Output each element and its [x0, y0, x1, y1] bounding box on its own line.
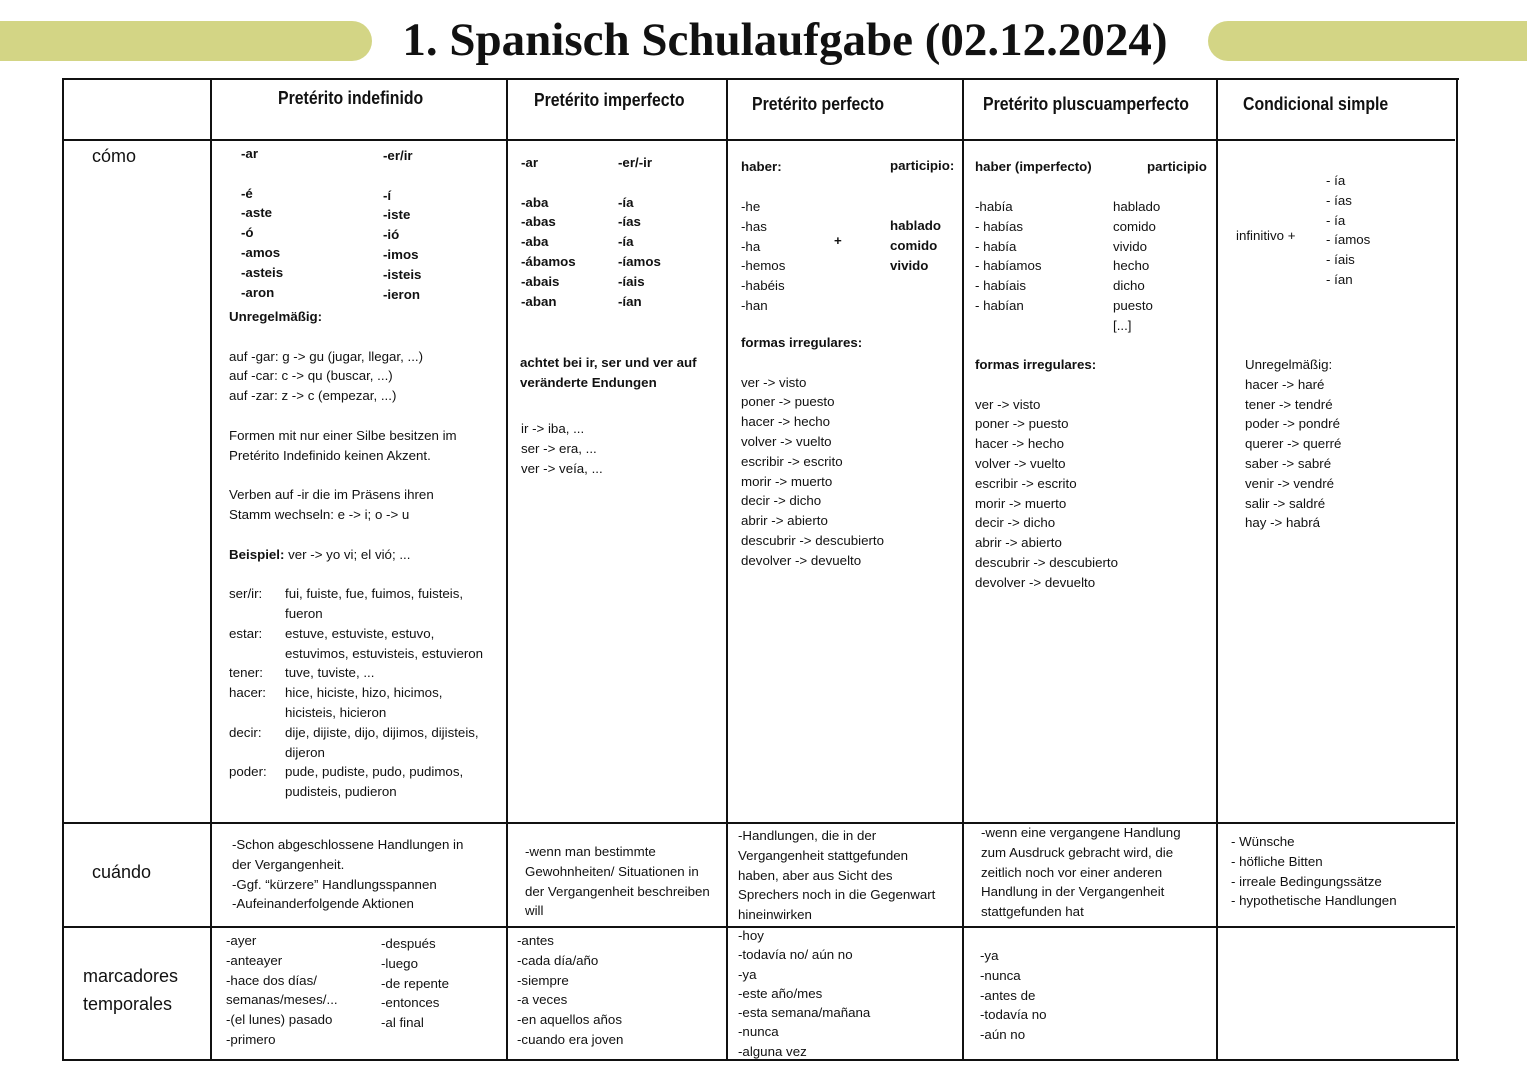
- text-line: [1147, 157, 1207, 177]
- text-line: dicho: [1113, 278, 1145, 294]
- text-line: [741, 353, 884, 373]
- text-line: [229, 782, 483, 802]
- text-line: -é: [241, 185, 253, 201]
- text-line: -han: [741, 297, 768, 313]
- line-text: dije, dijiste, dijo, dijimos, dijisteis,: [285, 724, 479, 740]
- text-line: - habíais: [975, 278, 1026, 294]
- text-line: der Vergangenheit.: [232, 856, 345, 872]
- text-line: vivido: [1113, 238, 1147, 254]
- text-line: [229, 723, 483, 743]
- text-line: hacer -> hecho: [975, 436, 1065, 452]
- text-line: -aron: [241, 284, 275, 300]
- pluscuamperfecto-participio-label: [1147, 157, 1207, 177]
- text-line: poder -> pondré: [1245, 416, 1340, 432]
- text-line: -ías: [618, 214, 641, 230]
- line-text: estuve, estuviste, estuvo,: [285, 625, 435, 641]
- text-line: -habéis: [741, 278, 785, 294]
- text-line: Pretérito Indefinido keinen Akzent.: [229, 447, 431, 463]
- text-line: Unregelmäßig:: [1245, 357, 1333, 372]
- header-condicional-simple: Condicional simple: [1243, 94, 1389, 114]
- decorative-bar-right: [1208, 21, 1527, 61]
- perfecto-irregular-forms: [741, 333, 884, 571]
- text-line: auf -car: c -> qu (buscar, ...): [229, 368, 393, 384]
- text-line: - íamos: [1326, 232, 1371, 248]
- text-line: stattgefunden hat: [981, 904, 1084, 920]
- text-line: - habían: [975, 297, 1024, 313]
- cuando-condicional: [1231, 832, 1397, 911]
- text-line: -asteis: [241, 264, 284, 280]
- pluscuamperfecto-participles: [1113, 197, 1160, 336]
- text-line: [229, 564, 483, 584]
- text-line: -ían: [618, 293, 642, 309]
- text-line: -amos: [241, 244, 281, 260]
- line-label: ser/ir:: [229, 586, 263, 602]
- line-text: haber (imperfecto): [975, 159, 1092, 174]
- text-line: escribir -> escrito: [741, 453, 843, 469]
- imperfecto-note: [520, 353, 697, 393]
- plus-sign: [834, 231, 842, 251]
- text-line: [975, 355, 1118, 375]
- text-line: - habías: [975, 218, 1024, 234]
- marcadores-indefinido-col2: [381, 934, 449, 1033]
- perfecto-haber-label: [741, 157, 782, 177]
- text-line: Formen mit nur einer Silbe besitzen im: [229, 427, 457, 443]
- text-line: -has: [741, 218, 767, 234]
- text-line: [229, 465, 483, 485]
- text-line: Stamm wechseln: e -> i; o -> u: [229, 506, 410, 522]
- decorative-bar-left: [0, 21, 372, 61]
- row-label-cuando: cuándo: [92, 862, 152, 882]
- text-line: [229, 307, 483, 327]
- text-line: - habíamos: [975, 258, 1042, 274]
- text-line: der Vergangenheit beschreiben: [525, 883, 710, 899]
- cuando-imperfecto: [525, 842, 710, 921]
- text-line: [229, 584, 483, 604]
- text-line: -de repente: [381, 975, 450, 991]
- text-line: querer -> querré: [1245, 436, 1342, 452]
- text-line: -luego: [381, 955, 418, 971]
- text-line: -Handlungen, die in der: [738, 828, 877, 843]
- text-line: -hoy: [738, 928, 764, 943]
- indefinido-ar-endings: [241, 144, 283, 302]
- text-line: hablado: [890, 218, 941, 233]
- text-line: descubrir -> descubierto: [741, 532, 885, 548]
- text-line: haben, aber aus Sicht des: [738, 867, 893, 883]
- text-line: devolver -> devuelto: [975, 574, 1096, 590]
- text-line: -ya: [738, 966, 757, 982]
- text-line: -aste: [241, 205, 273, 221]
- text-line: -ya: [980, 948, 999, 963]
- text-line: - ían: [1326, 271, 1353, 287]
- text-line: ir -> iba, ...: [521, 421, 585, 436]
- text-line: [...]: [1113, 317, 1132, 333]
- condicional-infinitivo: [1236, 226, 1296, 246]
- text-line: -hace dos días/: [226, 972, 317, 988]
- pluscuamperfecto-haber-label: [975, 157, 1092, 177]
- text-line: -iste: [383, 207, 411, 223]
- text-line: [229, 683, 483, 703]
- marcadores-indefinido-col1: [226, 931, 338, 1050]
- text-line: [241, 164, 283, 184]
- text-line: [229, 644, 483, 664]
- text-line: -siempre: [517, 972, 569, 988]
- text-line: -Schon abgeschlossene Handlungen in: [232, 837, 464, 852]
- text-line: vivido: [890, 257, 929, 273]
- cuando-pluscuamperfecto: [981, 823, 1181, 922]
- text-line: salir -> saldré: [1245, 495, 1326, 511]
- text-line: [975, 157, 1092, 177]
- text-line: - hypothetische Handlungen: [1231, 893, 1397, 909]
- text-line: -aba: [521, 194, 549, 210]
- line-text: Unregelmäßig:: [229, 309, 323, 324]
- text-line: -wenn eine vergangene Handlung: [981, 825, 1181, 840]
- line-text: participio: [1147, 159, 1207, 174]
- line-label: estar:: [229, 625, 263, 641]
- text-line: hacer -> hecho: [741, 414, 831, 430]
- text-line: -abas: [521, 214, 556, 230]
- text-line: comido: [890, 237, 938, 253]
- text-line: -hemos: [741, 258, 786, 274]
- text-line: [229, 327, 483, 347]
- condicional-irregular: [1245, 355, 1341, 533]
- text-line: [229, 406, 483, 426]
- text-line: [521, 173, 576, 193]
- text-line: -Ggf. “kürzere” Handlungsspannen: [232, 876, 437, 892]
- header-preterito-imperfecto: Pretérito imperfecto: [534, 90, 685, 110]
- text-line: -antes: [517, 933, 554, 948]
- text-line: - ía: [1326, 212, 1346, 228]
- text-line: -ábamos: [521, 253, 576, 269]
- marcadores-imperfecto: [517, 931, 623, 1050]
- text-line: comido: [1113, 218, 1156, 234]
- text-line: abrir -> abierto: [975, 535, 1062, 551]
- line-text: hice, hiciste, hizo, hicimos,: [285, 685, 443, 701]
- header-preterito-perfecto: Pretérito perfecto: [752, 94, 885, 114]
- line-text: fui, fuiste, fue, fuimos, fuisteis,: [285, 586, 464, 602]
- text-line: devolver -> devuelto: [741, 552, 862, 568]
- text-line: -alguna vez: [738, 1043, 807, 1059]
- text-line: -aban: [521, 293, 557, 309]
- text-line: -al final: [381, 1015, 424, 1031]
- text-line: -abais: [521, 273, 560, 289]
- text-line: zeitlich noch vor einer anderen: [981, 864, 1163, 880]
- text-line: morir -> muerto: [975, 495, 1067, 511]
- line-text: achtet bei ir, ser und ver auf: [520, 355, 697, 370]
- text-line: semanas/meses/...: [226, 992, 338, 1008]
- text-line: auf -zar: z -> c (empezar, ...): [229, 388, 397, 404]
- text-line: -he: [741, 199, 761, 214]
- pluscuamperfecto-haber-forms: [975, 197, 1042, 316]
- line-text: formas irregulares:: [741, 335, 863, 350]
- text-line: decir -> dicho: [741, 493, 822, 509]
- text-line: -aba: [521, 234, 549, 250]
- text-line: +: [834, 233, 842, 248]
- text-line: [975, 375, 1118, 395]
- perfecto-haber-forms: [741, 197, 785, 316]
- text-line: Vergangenheit stattgefunden: [738, 847, 909, 863]
- text-line: -ha: [741, 238, 761, 254]
- perfecto-participles: [890, 216, 941, 275]
- text-line: -imos: [383, 246, 419, 262]
- line-text: hicisteis, hicieron: [285, 704, 387, 720]
- text-line: [741, 333, 884, 353]
- text-line: [890, 156, 954, 176]
- marcadores-pluscuamperfecto: [980, 946, 1047, 1045]
- text-line: -ió: [383, 227, 400, 243]
- text-line: hablado: [1113, 199, 1161, 214]
- text-line: - Wünsche: [1231, 834, 1295, 849]
- text-line: -ieron: [383, 286, 420, 302]
- text-line: [520, 373, 697, 393]
- text-line: [520, 353, 697, 373]
- text-line: Handlung in der Vergangenheit: [981, 884, 1165, 900]
- text-line: [229, 762, 483, 782]
- line-text: veränderte Endungen: [520, 374, 657, 390]
- text-line: [229, 545, 483, 565]
- text-line: -había: [975, 199, 1013, 214]
- text-line: ver -> veía, ...: [521, 460, 603, 476]
- text-line: [229, 703, 483, 723]
- perfecto-participio-label: [890, 156, 954, 176]
- text-line: - ía: [1326, 173, 1346, 188]
- header-preterito-indefinido: Pretérito indefinido: [278, 88, 424, 108]
- text-line: hay -> habrá: [1245, 515, 1321, 531]
- text-line: -entonces: [381, 995, 440, 1011]
- page-title: 1. Spanisch Schulaufgabe (02.12.2024): [402, 14, 1168, 66]
- text-line: [229, 743, 483, 763]
- text-line: Verben auf -ir die im Präsens ihren: [229, 487, 434, 503]
- text-line: volver -> vuelto: [741, 433, 832, 449]
- text-line: infinitivo +: [1236, 228, 1296, 243]
- text-line: -nunca: [738, 1024, 779, 1040]
- line-text: pudisteis, pudieron: [285, 784, 397, 800]
- text-line: auf -gar: g -> gu (jugar, llegar, ...): [229, 348, 424, 364]
- indefinido-notes: [229, 307, 483, 802]
- text-line: -ía: [618, 234, 634, 250]
- line-text: tuve, tuviste, ...: [285, 665, 375, 681]
- row-label-temporales: temporales: [83, 994, 173, 1014]
- text-line: -er/ir: [383, 148, 413, 163]
- text-line: [229, 663, 483, 683]
- text-line: -ó: [241, 225, 254, 241]
- text-line: poner -> puesto: [975, 416, 1069, 432]
- text-line: Sprechers noch in die Gegenwart: [738, 887, 936, 903]
- text-line: puesto: [1113, 297, 1153, 313]
- line-label: poder:: [229, 764, 267, 780]
- line-text: Beispiel:: [229, 546, 285, 562]
- text-line: venir -> vendré: [1245, 475, 1335, 491]
- text-line: haber:: [741, 159, 782, 174]
- text-line: - había: [975, 238, 1017, 254]
- text-line: -aún no: [980, 1027, 1026, 1043]
- header-preterito-pluscuamperfecto: Pretérito pluscuamperfecto: [983, 94, 1189, 114]
- text-line: decir -> dicho: [975, 515, 1056, 531]
- text-line: morir -> muerto: [741, 473, 833, 489]
- imperfecto-irregular: [521, 419, 603, 478]
- text-line: -íais: [618, 273, 645, 289]
- text-line: -ar: [241, 146, 258, 161]
- text-line: will: [525, 903, 544, 919]
- text-line: tener -> tendré: [1245, 396, 1333, 412]
- line-text: estuvimos, estuvisteis, estuvieron: [285, 645, 484, 661]
- text-line: poner -> puesto: [741, 394, 835, 410]
- text-line: - höfliche Bitten: [1231, 853, 1323, 869]
- text-line: -er/-ir: [618, 155, 652, 170]
- text-line: [618, 173, 661, 193]
- text-line: ver -> visto: [975, 396, 1041, 412]
- line-text: participio:: [890, 158, 955, 173]
- text-line: -isteis: [383, 266, 422, 282]
- text-line: [383, 166, 421, 186]
- text-line: -nunca: [980, 967, 1021, 983]
- text-line: -este año/mes: [738, 985, 823, 1001]
- marcadores-perfecto: [738, 926, 870, 1061]
- text-line: ver -> visto: [741, 374, 807, 390]
- imperfecto-er-ir-endings: [618, 153, 661, 311]
- pluscuamperfecto-irregular-forms: [975, 355, 1118, 593]
- text-line: -en aquellos años: [517, 1012, 622, 1028]
- text-line: - íais: [1326, 252, 1355, 268]
- text-line: -ía: [618, 194, 634, 210]
- row-label-marcadores: marcadores: [83, 966, 179, 986]
- text-line: -Aufeinanderfolgende Aktionen: [232, 896, 414, 912]
- text-line: saber -> sabré: [1245, 455, 1332, 471]
- line-text: pude, pudiste, pudo, pudimos,: [285, 764, 464, 780]
- line-text: ver -> yo vi; el vió; ...: [284, 546, 411, 562]
- text-line: -primero: [226, 1031, 276, 1047]
- line-text: dijeron: [285, 744, 325, 760]
- text-line: -esta semana/mañana: [738, 1005, 871, 1021]
- text-line: -cuando era joven: [517, 1031, 624, 1047]
- line-label: tener:: [229, 665, 264, 681]
- text-line: - ías: [1326, 192, 1352, 208]
- text-line: - irreale Bedingungssätze: [1231, 873, 1382, 889]
- text-line: -íamos: [618, 253, 661, 269]
- text-line: [229, 525, 483, 545]
- row-label-como: cómo: [92, 146, 137, 166]
- line-label: decir:: [229, 724, 262, 740]
- text-line: -todavía no: [980, 1007, 1047, 1023]
- text-line: -a veces: [517, 992, 568, 1008]
- text-line: [229, 604, 483, 624]
- text-line: ser -> era, ...: [521, 440, 597, 456]
- cuando-indefinido: [232, 835, 463, 914]
- line-text: fueron: [285, 605, 323, 621]
- text-line: -í: [383, 187, 392, 203]
- text-line: -después: [381, 936, 436, 951]
- text-line: -cada día/año: [517, 952, 599, 968]
- text-line: -ayer: [226, 933, 257, 948]
- text-line: -(el lunes) pasado: [226, 1012, 333, 1028]
- line-text: formas irregulares:: [975, 357, 1097, 372]
- indefinido-er-ir-endings: [383, 146, 421, 304]
- text-line: descubrir -> descubierto: [975, 554, 1119, 570]
- text-line: hacer -> haré: [1245, 376, 1325, 392]
- text-line: -ar: [521, 155, 538, 170]
- text-line: abrir -> abierto: [741, 513, 828, 529]
- text-line: [229, 624, 483, 644]
- text-line: zum Ausdruck gebracht wird, die: [981, 844, 1174, 860]
- line-label: hacer:: [229, 685, 266, 701]
- text-line: -wenn man bestimmte: [525, 844, 656, 859]
- text-line: escribir -> escrito: [975, 475, 1077, 491]
- condicional-endings: [1326, 171, 1370, 290]
- text-line: hineinwirken: [738, 907, 812, 923]
- cuando-perfecto: [738, 826, 935, 925]
- text-line: -anteayer: [226, 952, 283, 968]
- text-line: volver -> vuelto: [975, 455, 1066, 471]
- text-line: Gewohnheiten/ Situationen in: [525, 863, 699, 879]
- text-line: -antes de: [980, 987, 1036, 1003]
- text-line: hecho: [1113, 258, 1150, 274]
- text-line: -todavía no/ aún no: [738, 947, 853, 963]
- imperfecto-ar-endings: [521, 153, 576, 311]
